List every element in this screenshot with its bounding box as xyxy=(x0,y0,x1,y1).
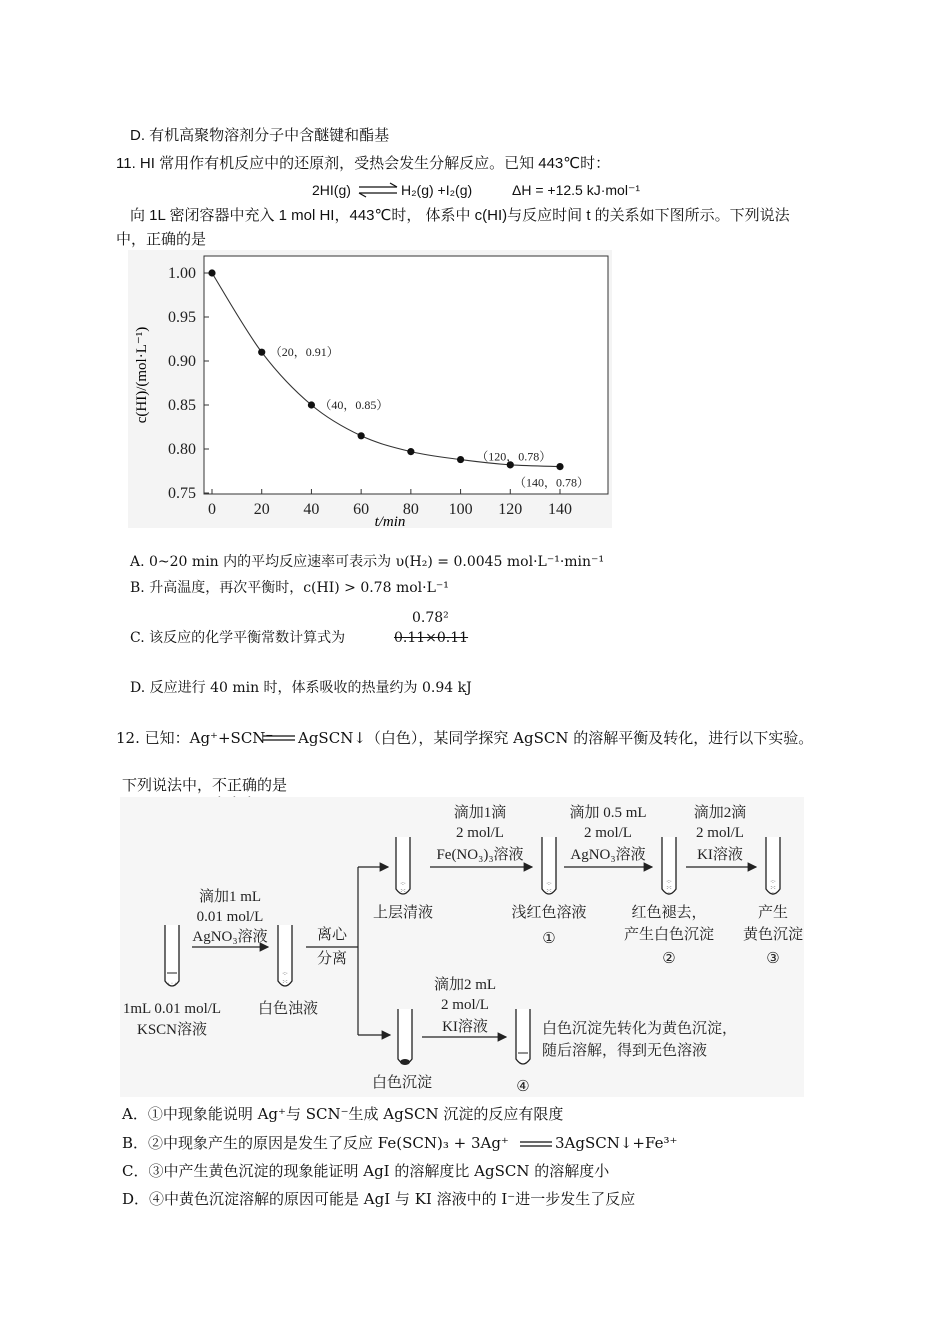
equilibrium-arrows-icon xyxy=(357,182,399,198)
upper-label: 上层清液 xyxy=(372,905,434,921)
precipitate-label: 白色沉淀 xyxy=(371,1075,433,1091)
chart-svg xyxy=(128,250,612,528)
svg-text:·:·: ·:· xyxy=(400,881,406,887)
add5-line1: 滴加2 mL xyxy=(433,977,497,993)
data-point xyxy=(358,432,365,439)
svg-text:·:·: ·:· xyxy=(770,891,776,897)
add2-line1: 滴加1滴 xyxy=(453,805,507,821)
result4-line2: 随后溶解，得到无色溶液 xyxy=(542,1043,708,1059)
add1-line3: AgNO₃溶液 xyxy=(192,929,268,945)
svg-text::·:: :·: xyxy=(666,885,672,891)
test-tube-2 xyxy=(662,837,676,897)
reaction-equals-icon xyxy=(262,733,296,743)
q12-stem-line2c: 的是 xyxy=(257,776,288,794)
data-point xyxy=(208,269,215,276)
result2-line1: 红色褪去， xyxy=(631,905,707,921)
q10-option-d: D. 有机高聚物溶剂分子中含醚键和酯基 xyxy=(130,127,390,144)
add1-line1: 滴加1 mL xyxy=(198,889,262,905)
x-tick-label: 60 xyxy=(353,501,370,518)
result2-line2: 产生白色沉淀 xyxy=(623,927,715,943)
q11-stem-line1: 11. HI 常用作有机反应中的还原剂，受热会发生分解反应。已知 443℃时： xyxy=(116,155,611,172)
q11-option-a: A. 0~20 min 内的平均反应速率可表示为 υ(H₂) = 0.0045 mol·L⁻¹·min⁻¹ xyxy=(130,554,605,570)
reaction-equals-icon-2 xyxy=(519,1139,553,1149)
svg-text::·:: :·: xyxy=(400,888,406,894)
add3-line3: AgNO₃溶液 xyxy=(570,847,646,863)
result3-line1: 产生 xyxy=(757,905,789,921)
q12-option-c: C．③中产生黄色沉淀的现象能证明 AgI 的溶解度比 AgSCN 的溶解度小 xyxy=(122,1162,610,1180)
y-tick-label: 0.90 xyxy=(168,353,196,370)
q11-equation-right: H₂(g) +I₂(g) xyxy=(401,182,473,198)
q11-equation-left: 2HI(g) xyxy=(312,182,351,198)
x-tick-label: 100 xyxy=(448,501,473,518)
svg-text:· · ·: · · · xyxy=(167,981,177,987)
result1-number: ① xyxy=(542,931,556,947)
start-label-line2: KSCN溶液 xyxy=(136,1022,208,1038)
data-point xyxy=(457,456,464,463)
q12-option-d: D．④中黄色沉淀溶解的原因可能是 AgI 与 KI 溶液中的 I⁻进一步发生了反应 xyxy=(122,1190,636,1208)
q11-equation-dh: ΔH = +12.5 kJ·mol⁻¹ xyxy=(512,182,641,198)
y-tick-label: 1.00 xyxy=(168,265,196,282)
point-annotation: （20，0.91） xyxy=(269,345,339,360)
test-tube-precipitate xyxy=(398,1009,412,1065)
test-tube-3 xyxy=(766,837,780,897)
q11-option-c-denominator: 0.11×0.11 xyxy=(394,630,469,646)
result2-number: ② xyxy=(662,951,676,967)
x-tick-label: 80 xyxy=(402,501,419,518)
svg-text::·:: :·: xyxy=(770,885,776,891)
add4-line2: 2 mol/L xyxy=(696,825,744,841)
svg-text::·:: :·: xyxy=(282,979,288,985)
data-point xyxy=(556,463,563,470)
q12-stem-line1a: 12. 已知：Ag⁺+SCN⁻ xyxy=(116,729,274,747)
data-point xyxy=(258,349,265,356)
x-tick-label: 120 xyxy=(498,501,523,518)
separation-line2: 分离 xyxy=(316,951,348,967)
y-tick-label: 0.75 xyxy=(168,485,196,502)
y-tick-label: 0.80 xyxy=(168,441,196,458)
add5-line2: 2 mol/L xyxy=(441,997,489,1013)
q12-option-b-part2: 3AgSCN↓+Fe³⁺ xyxy=(555,1134,678,1152)
q11-stem-line2: 向 1L 密闭容器中充入 1 mol HI，443℃时， 体系中 c(HI)与反应时间 t 的关系如下图所示。下列说法 xyxy=(130,207,790,224)
q11-option-b: B. 升高温度，再次平衡时，c(HI) > 0.78 mol·L⁻¹ xyxy=(130,580,449,596)
q11-option-c-numerator: 0.78² xyxy=(412,610,449,626)
y-tick-label: 0.85 xyxy=(168,397,196,414)
result1-label: 浅红色溶液 xyxy=(511,905,587,921)
point-annotation: （40，0.85） xyxy=(319,398,389,412)
result3-number: ③ xyxy=(766,951,780,967)
experiment-svg xyxy=(120,797,804,1097)
result4-number: ④ xyxy=(516,1079,530,1095)
x-tick-label: 0 xyxy=(208,501,216,518)
add4-line3: KI溶液 xyxy=(697,847,743,863)
add5-line3: KI溶液 xyxy=(442,1019,488,1035)
svg-text:·:·: ·:· xyxy=(666,891,672,897)
q12-option-b-part1: B．②中现象产生的原因是发生了反应 Fe(SCN)₃ + 3Ag⁺ xyxy=(122,1134,509,1152)
q11-option-c: C. 该反应的化学平衡常数计算式为 xyxy=(130,630,346,646)
x-tick-label: 20 xyxy=(253,501,270,518)
svg-text::·:: :·: xyxy=(546,888,552,894)
test-tube-4 xyxy=(516,1009,530,1064)
add2-line3: Fe(NO₃)₃溶液 xyxy=(436,847,524,863)
add3-line2: 2 mol/L xyxy=(584,825,632,841)
x-tick-label: 40 xyxy=(303,501,320,518)
test-tube-1 xyxy=(542,837,556,894)
y-axis-label: c(HI)/(mol·L⁻¹) xyxy=(134,326,150,424)
add2-line2: 2 mol/L xyxy=(456,825,504,841)
x-tick-label: 140 xyxy=(548,501,572,518)
add1-line2: 0.01 mol/L xyxy=(196,909,264,925)
q11-option-d: D. 反应进行 40 min 时，体系吸收的热量约为 0.94 kJ xyxy=(130,680,472,696)
result3-line2: 黄色沉淀 xyxy=(742,927,804,943)
add4-line1: 滴加2滴 xyxy=(693,805,747,821)
separation-line1: 离心 xyxy=(316,927,348,943)
start-label-line1: 1mL 0.01 mol/L xyxy=(122,1001,222,1017)
result4-line1: 白色沉淀先转化为黄色沉淀， xyxy=(542,1021,738,1037)
hi-concentration-chart xyxy=(128,250,612,528)
cloudy-label: 白色浊液 xyxy=(257,1001,319,1017)
q12-stem-not-correct: 不正确 xyxy=(212,776,258,794)
test-tube-upper xyxy=(396,837,410,894)
test-tube-cloudy xyxy=(278,925,292,986)
add3-line1: 滴加 0.5 mL xyxy=(569,805,647,821)
svg-text:·:·: ·:· xyxy=(282,971,288,977)
experiment-diagram xyxy=(120,797,804,1097)
svg-text:·:·: ·:· xyxy=(770,879,776,885)
x-axis-label: t/min xyxy=(374,514,406,528)
svg-text:·:·: ·:· xyxy=(666,879,672,885)
q11-stem-line3: 中，正确的是 xyxy=(116,231,207,248)
q12-stem-line2a: 下列说法中， xyxy=(122,776,213,794)
test-tube-kscn xyxy=(165,925,179,987)
q12-stem-line1b: AgSCN↓（白色），某同学探究 AgSCN 的溶解平衡及转化，进行以下实验。 xyxy=(298,729,814,747)
data-point xyxy=(308,401,315,408)
point-annotation: （140，0.78） xyxy=(514,475,590,490)
y-tick-label: 0.95 xyxy=(168,309,196,326)
q12-option-a: A．①中现象能说明 Ag⁺与 SCN⁻生成 AgSCN 沉淀的反应有限度 xyxy=(122,1105,564,1123)
data-point xyxy=(407,448,414,455)
point-annotation: （120，0.78） xyxy=(476,449,552,464)
svg-text:·:·: ·:· xyxy=(546,881,552,887)
